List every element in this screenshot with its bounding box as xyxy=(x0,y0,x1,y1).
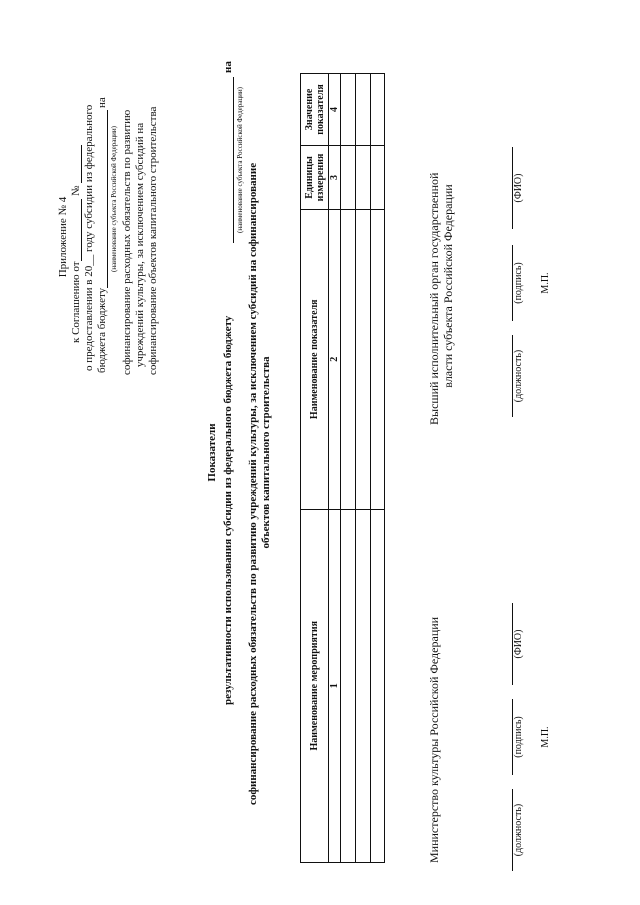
table-cell xyxy=(371,209,385,509)
appendix-number: Приложение № 4 xyxy=(57,196,69,278)
title-subject-line xyxy=(233,77,234,243)
header-event-name: Наименование мероприятия xyxy=(301,509,329,862)
budget-subject-line xyxy=(107,110,108,288)
header-value-line-2: показателя xyxy=(314,84,326,135)
table-cell xyxy=(356,145,371,209)
title-na: на xyxy=(222,61,234,73)
header-value xyxy=(301,74,329,146)
ministry-stamp: М.П. xyxy=(540,726,551,748)
appendix-line-5: софинансирование расходных обязательств по развитию xyxy=(121,109,133,375)
region-fio-label: (ФИО) xyxy=(513,173,524,203)
table-row xyxy=(341,74,356,863)
indicators-table xyxy=(300,73,385,863)
page-title: Показатели xyxy=(206,423,218,482)
table-cell xyxy=(371,74,385,146)
region-authority-line-1: Высший исполнительный орган государственной xyxy=(427,172,441,425)
appendix-line-3: о предоставлении в 20__ году субсидии из федерального xyxy=(83,104,95,371)
region-stamp: М.П. xyxy=(540,272,551,294)
table-cell xyxy=(341,145,356,209)
title-subject-caption: (наименование субъекта Российской Федерации) xyxy=(236,87,244,233)
ministry-fio-label: (ФИО) xyxy=(513,629,524,659)
col-number-4: 4 xyxy=(329,74,341,146)
table-cell xyxy=(341,209,356,509)
table-row xyxy=(356,74,371,863)
table-cell xyxy=(341,74,356,146)
region-signature-label: (подпись) xyxy=(513,262,524,304)
agreement-number-line xyxy=(81,145,82,183)
table-row xyxy=(371,74,385,863)
table-number-row xyxy=(329,74,341,863)
appendix-line-7: софинансирование объектов капитального строительства xyxy=(147,106,159,375)
table-cell xyxy=(371,145,385,209)
agreement-number-label: № xyxy=(70,185,82,196)
budget-na: на xyxy=(96,97,108,108)
header-units xyxy=(301,145,329,209)
header-value-line-1: Значение xyxy=(303,88,315,131)
header-units-line-2: измерения xyxy=(314,153,326,202)
region-authority-line-2: власти субъекта Российской Федерации xyxy=(441,184,455,388)
table-cell xyxy=(356,509,371,862)
col-number-1: 1 xyxy=(329,509,341,862)
appendix-line-6: учреждений культуры, за исключением субсидий на xyxy=(134,122,146,368)
col-number-2: 2 xyxy=(329,209,341,509)
col-number-3: 3 xyxy=(329,145,341,209)
table-header-row xyxy=(301,74,329,863)
title-line-3: объектов капитального строительства xyxy=(260,356,272,549)
budget-label: бюджета бюджету xyxy=(96,287,108,373)
region-position-label: (должность) xyxy=(513,349,524,403)
subject-caption: (наименование субъекта Российской Федерации) xyxy=(110,126,118,272)
ministry-position-label: (должность) xyxy=(513,803,524,857)
table-cell xyxy=(341,509,356,862)
header-indicator-name: Наименование показателя xyxy=(301,209,329,509)
title-line-2: софинансирование расходных обязательств по развитию учреждений культуры, за исключением субсидий на софинансирование xyxy=(247,162,259,805)
agreement-date-line xyxy=(81,199,82,261)
table-cell xyxy=(371,509,385,862)
header-units-line-1: Единицы xyxy=(303,156,315,199)
title-line-1: результативности использования субсидии из федерального бюджета бюджету xyxy=(222,315,234,705)
table-cell xyxy=(356,74,371,146)
ministry-name: Министерство культуры Российской Федерации xyxy=(427,616,441,863)
agreement-date-label: к Соглашению от xyxy=(70,261,82,343)
table-cell xyxy=(356,209,371,509)
ministry-signature-label: (подпись) xyxy=(513,716,524,758)
